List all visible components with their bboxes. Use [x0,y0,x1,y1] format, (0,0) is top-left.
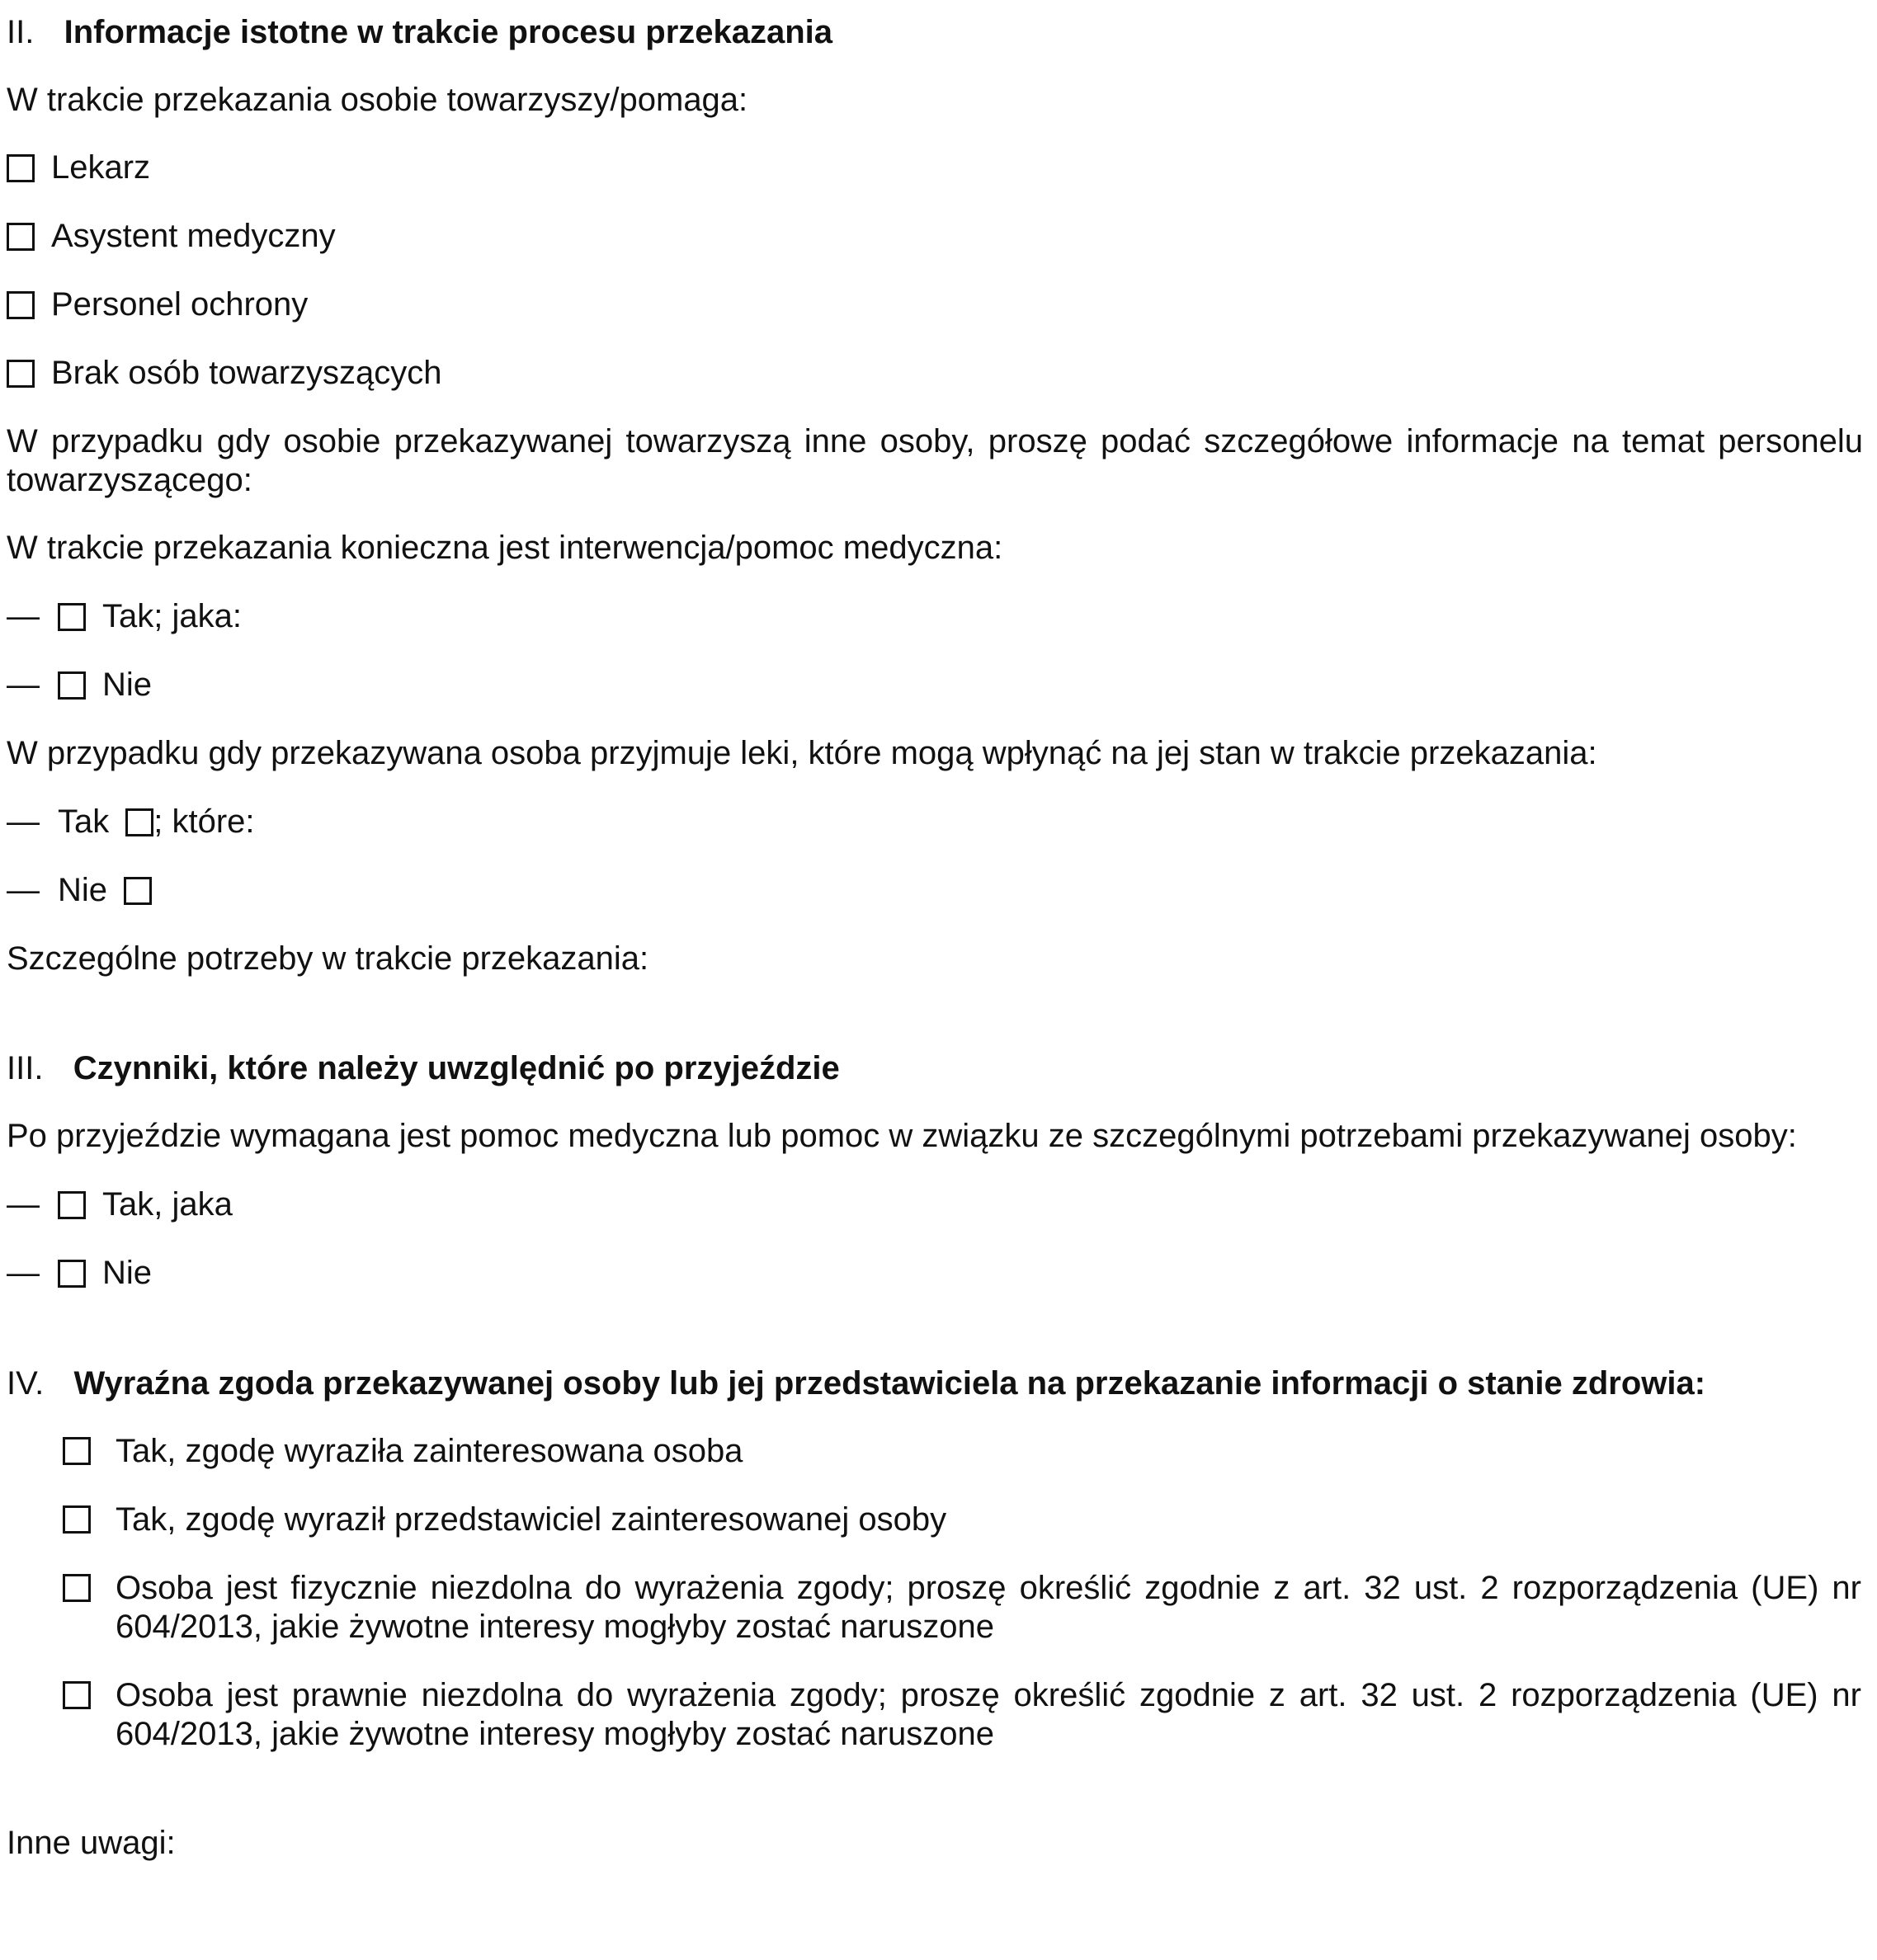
arrival-no-label: Nie [102,1255,153,1291]
consent-option-legally-unable[interactable] [63,1676,1861,1754]
accompany-option-label: Brak osób towarzyszących [51,355,442,391]
consent-option-label: Tak, zgodę wyraziła zainteresowana osoba [116,1433,743,1469]
section-2-heading [7,13,832,52]
arrival-question: Po przyjeździe wymagana jest pomoc medyczna lub pomoc w związku ze szczególnymi potrzebami przekazywanej osoby: [7,1118,1797,1154]
accompany-option-medical-assistant[interactable] [7,217,336,256]
checkbox-arrival-yes[interactable] [58,1191,86,1219]
consent-option-physically-unable[interactable] [63,1569,1861,1647]
dash: — [7,1186,40,1223]
medication-no-row[interactable] [7,871,152,910]
arrival-yes-label: Tak, jaka [102,1186,233,1223]
dash: — [7,1255,40,1291]
checkbox-medication-yes[interactable] [125,808,153,836]
accompany-option-doctor[interactable] [7,148,150,187]
accompany-details-prompt: W przypadku gdy osobie przekazywanej towarzyszą inne osoby, proszę podać szczegółowe informacje na temat personelu towarzyszącego: [7,423,1863,498]
intervention-yes-row[interactable] [7,597,242,636]
consent-option-label: Tak, zgodę wyraził przedstawiciel zainteresowanej osoby [116,1501,947,1538]
checkbox-legally-unable[interactable] [63,1681,91,1709]
dash: — [7,803,40,840]
checkbox-arrival-no[interactable] [58,1260,86,1288]
consent-option-representative[interactable] [63,1501,1861,1539]
checkbox-intervention-yes[interactable] [58,603,86,631]
medication-yes-label: Tak [58,803,110,840]
consent-option-label: Osoba jest prawnie niezdolna do wyrażenia zgody; proszę określić zgodnie z art. 32 ust. 2 rozporządzenia (UE) nr 604/2013, jakie żywotne interesy mogłyby zostać naruszone [116,1677,1861,1752]
accompany-option-security[interactable] [7,285,308,324]
checkbox-no-escort[interactable] [7,360,35,388]
section-4-number: IV. [7,1365,45,1402]
medication-yes-row[interactable] [7,803,255,841]
medication-yes-suffix: ; które: [153,803,255,840]
intervention-no-label: Nie [102,667,153,703]
dash: — [7,667,40,703]
medication-question: W przypadku gdy przekazywana osoba przyjmuje leki, które mogą wpłynąć na jej stan w trakcie przekazania: [7,735,1597,771]
dash: — [7,872,40,908]
checkbox-medication-no[interactable] [124,877,152,905]
accompany-option-none[interactable] [7,354,442,393]
checkbox-consent-person[interactable] [63,1437,91,1465]
checkbox-intervention-no[interactable] [58,671,86,700]
checkbox-security[interactable] [7,291,35,319]
checkbox-medical-assistant[interactable] [7,223,35,251]
checkbox-consent-representative[interactable] [63,1505,91,1534]
checkbox-physically-unable[interactable] [63,1574,91,1602]
section-3-title: Czynniki, które należy uwzględnić po przyjeździe [73,1050,840,1086]
intervention-no-row[interactable] [7,666,152,704]
section-3-number: III. [7,1050,44,1086]
arrival-no-row[interactable] [7,1254,152,1293]
accompany-option-label: Asystent medyczny [51,218,336,254]
section-2-number: II. [7,14,35,50]
special-needs-prompt: Szczególne potrzeby w trakcie przekazania: [7,940,649,977]
dash: — [7,598,40,634]
consent-option-person[interactable] [63,1432,1861,1471]
accompany-option-label: Lekarz [51,149,151,186]
consent-option-label: Osoba jest fizycznie niezdolna do wyrażenia zgody; proszę określić zgodnie z art. 32 ust. 2 rozporządzenia (UE) nr 604/2013, jakie żywotne interesy mogłyby zostać naruszone [116,1570,1861,1645]
arrival-yes-row[interactable] [7,1185,233,1224]
section-4-title: Wyraźna zgoda przekazywanej osoby lub jej przedstawiciela na przekazanie informacji o stanie zdrowia: [73,1365,1706,1402]
section-2-title: Informacje istotne w trakcie procesu przekazania [64,14,833,50]
checkbox-doctor[interactable] [7,154,35,182]
section-3-heading [7,1049,840,1088]
medication-no-label: Nie [58,872,108,908]
other-remarks-prompt: Inne uwagi: [7,1825,176,1861]
intervention-question: W trakcie przekazania konieczna jest interwencja/pomoc medyczna: [7,530,1003,566]
accompany-option-label: Personel ochrony [51,286,309,323]
section-4-heading [7,1364,1705,1403]
accompany-question: W trakcie przekazania osobie towarzyszy/pomaga: [7,82,748,118]
intervention-yes-label: Tak; jaka: [102,598,242,634]
